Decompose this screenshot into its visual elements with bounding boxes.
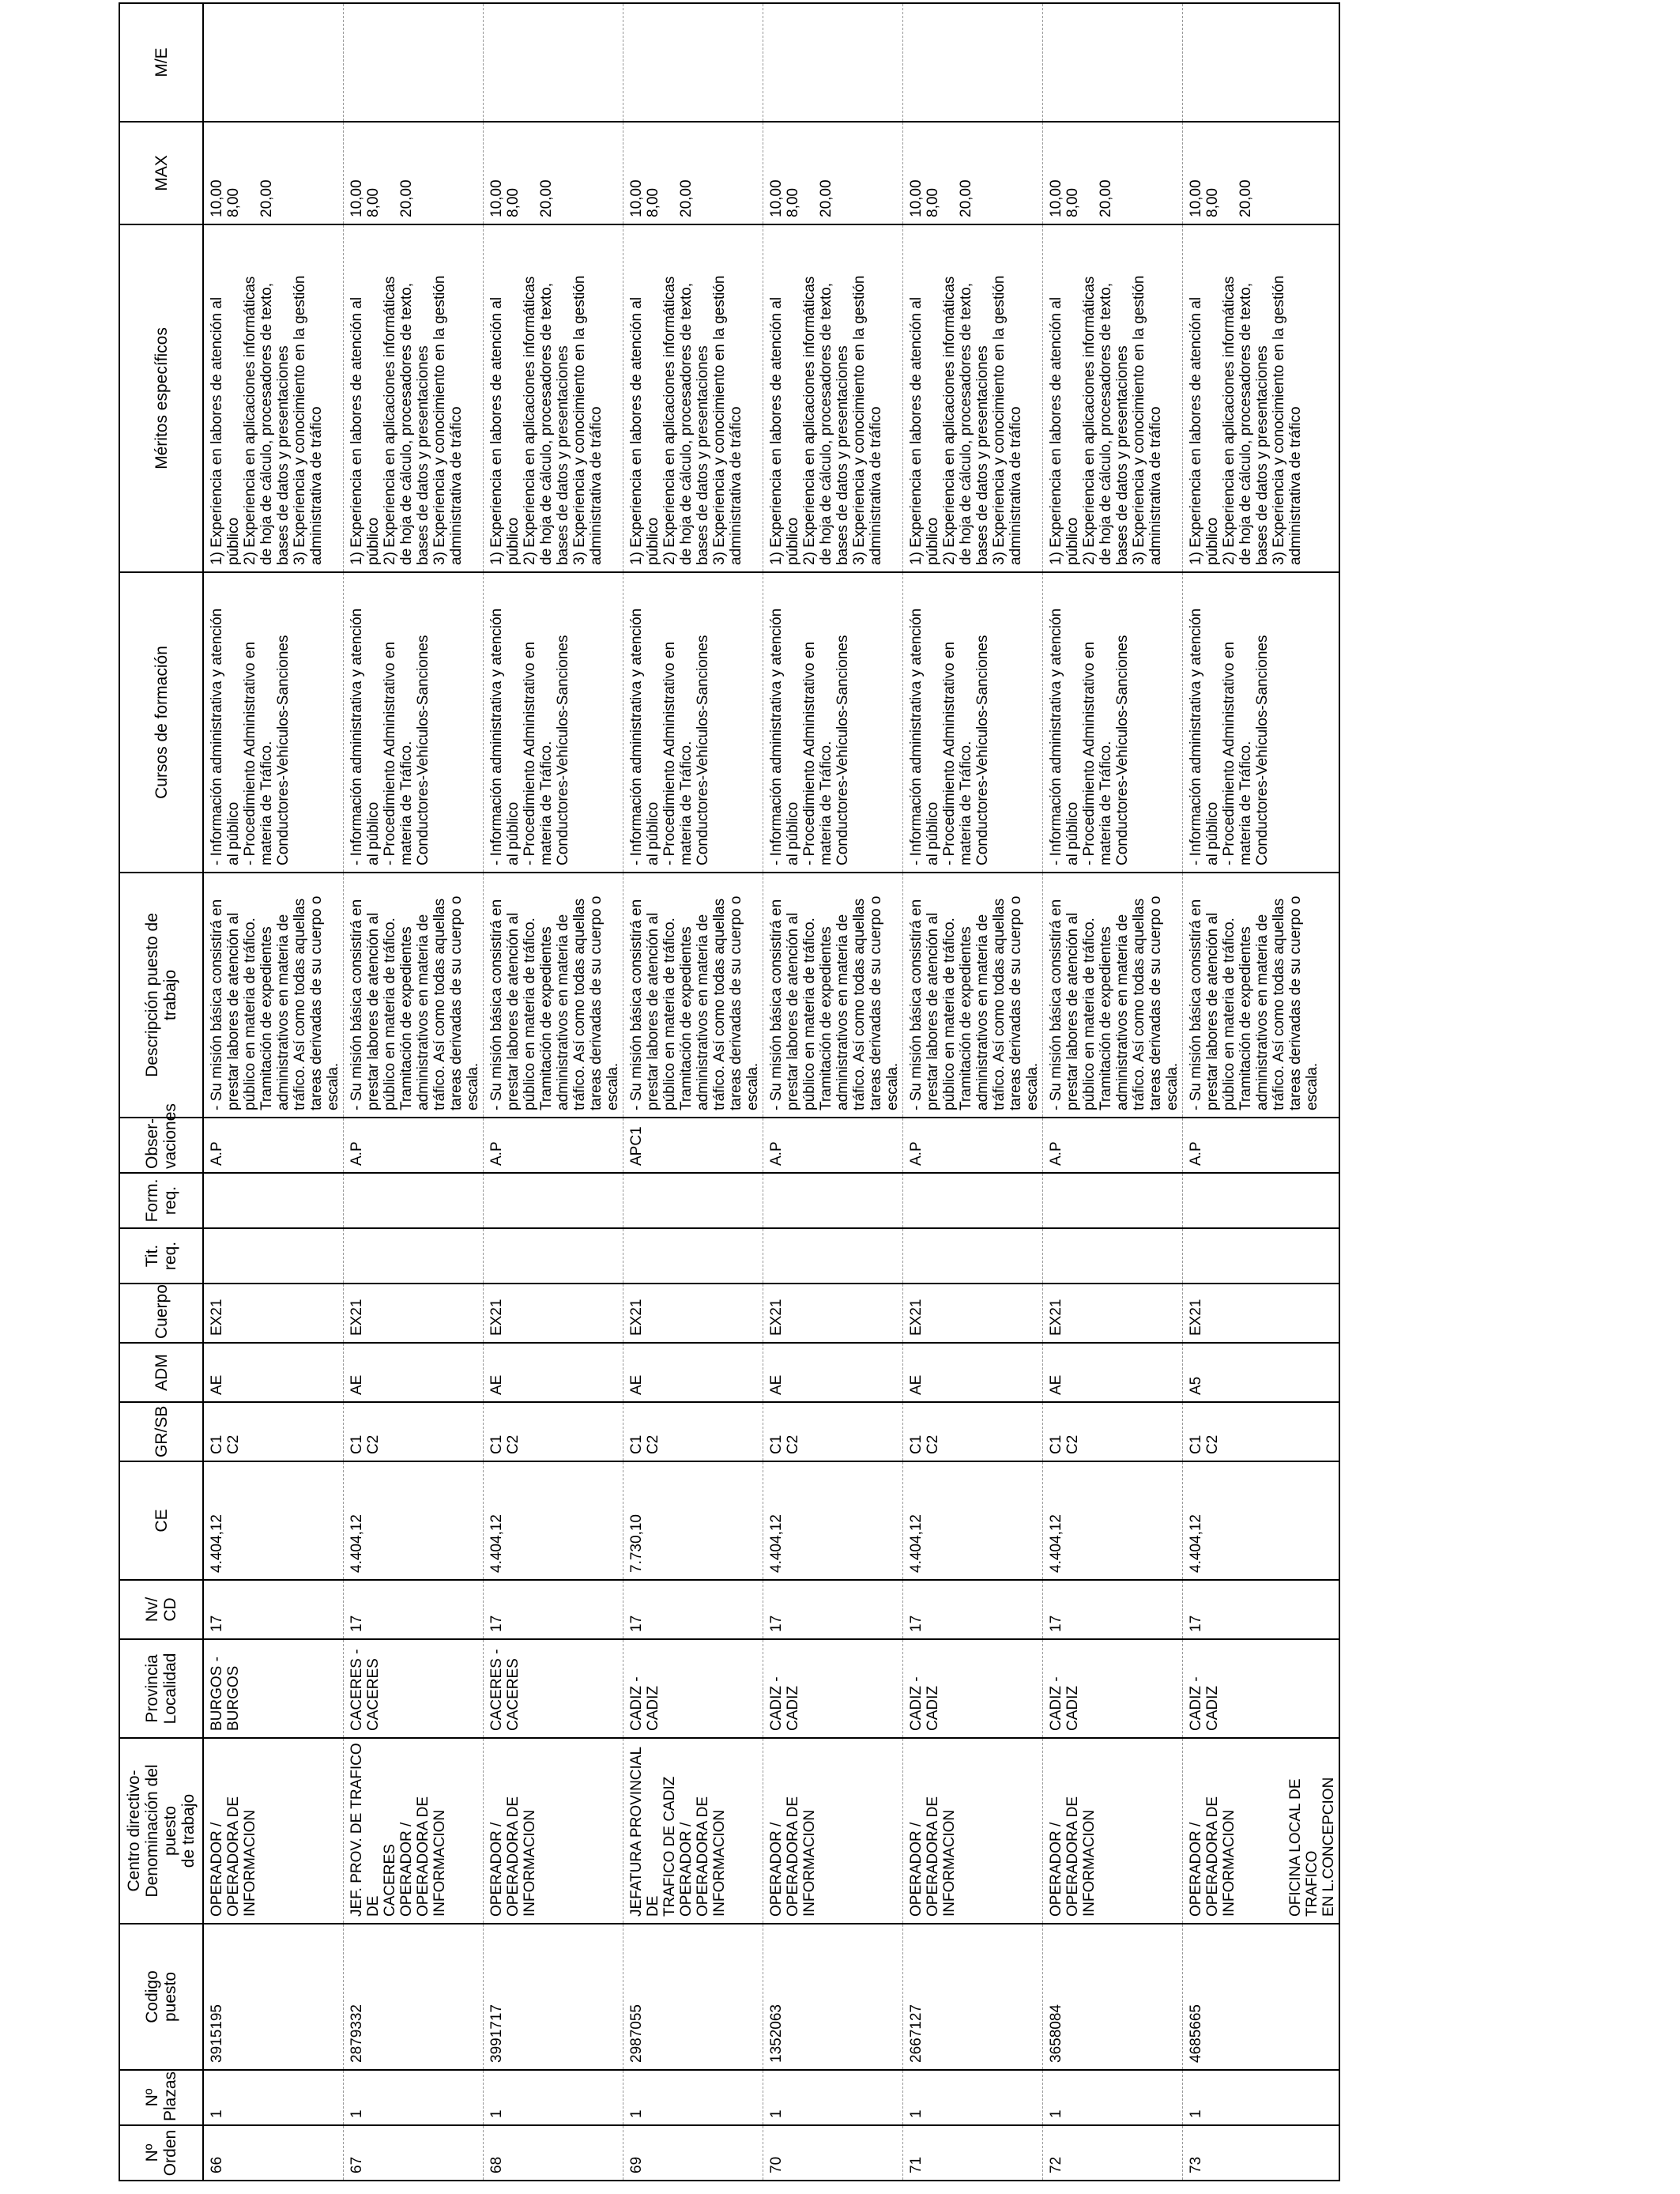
- table-row: [344, 3, 484, 2181]
- cell-grupo: C1 C2: [623, 1402, 763, 1461]
- cell-codigo: 3915195: [203, 1924, 344, 2070]
- cell-plazas: 1: [344, 2070, 484, 2125]
- cell-formacion: [623, 1173, 763, 1228]
- cell-codigo: 3991717: [484, 1924, 623, 2070]
- cell-adm: AE: [623, 1343, 763, 1402]
- cell-max: 10,00 8,00 20,00: [623, 122, 763, 224]
- header-centro: Centro directivo- Denominación del puesto de trabajo: [119, 1738, 203, 1924]
- cell-descripcion: - Su misión básica consistirá en prestar labores de atención al público en materia de tráfico. Tramitación de expedientes administrativos en materia de tráfico. Así como todas aquellas tareas derivadas de su cuerpo o escala.: [903, 873, 1043, 1118]
- cell-observaciones: APC1: [623, 1118, 763, 1173]
- cell-provincia: CADIZ - CADIZ: [763, 1639, 903, 1738]
- cell-cursos: - Información administrativa y atención al público - Procedimiento Administrativo en materia de Tráfico. Conductores-Vehículos-Sanciones: [903, 572, 1043, 873]
- cell-me: [1043, 3, 1183, 122]
- cell-adm: AE: [903, 1343, 1043, 1402]
- header-provincia: Provincia Localidad: [119, 1639, 203, 1738]
- cell-plazas: 1: [1183, 2070, 1340, 2125]
- cell-titulacion: [484, 1228, 623, 1284]
- cell-grupo: C1 C2: [344, 1402, 484, 1461]
- cell-me: [1183, 3, 1340, 122]
- cell-ce: 4.404,12: [344, 1461, 484, 1580]
- cell-codigo: 3658084: [1043, 1924, 1183, 2070]
- cell-observaciones: A.P: [1043, 1118, 1183, 1173]
- cell-centro: OPERADOR / OPERADORA DE INFORMACION: [763, 1738, 903, 1924]
- cell-orden: 68: [484, 2125, 623, 2181]
- cell-max: 10,00 8,00 20,00: [203, 122, 344, 224]
- cell-codigo: 4685665: [1183, 1924, 1340, 2070]
- cell-nivel: 17: [623, 1580, 763, 1639]
- header-plazas: Nº Plazas: [119, 2070, 203, 2125]
- header-cursos: Cursos de formación: [119, 572, 203, 873]
- cell-nivel: 17: [903, 1580, 1043, 1639]
- cell-max: 10,00 8,00 20,00: [763, 122, 903, 224]
- cell-provincia: CADIZ - CADIZ: [903, 1639, 1043, 1738]
- header-max: MAX: [119, 122, 203, 224]
- cell-observaciones: A.P: [203, 1118, 344, 1173]
- cell-titulacion: [203, 1228, 344, 1284]
- cell-titulacion: [1183, 1228, 1340, 1284]
- cell-titulacion: [903, 1228, 1043, 1284]
- cell-cuerpo: EX21: [903, 1284, 1043, 1343]
- header-meritos: Méritos específicos: [119, 224, 203, 572]
- cell-provincia: BURGOS - BURGOS: [203, 1639, 344, 1738]
- cell-descripcion: - Su misión básica consistirá en prestar labores de atención al público en materia de tráfico. Tramitación de expedientes administrativos en materia de tráfico. Así como todas aquellas tareas derivadas de su cuerpo o escala.: [484, 873, 623, 1118]
- cell-me: [903, 3, 1043, 122]
- header-observaciones: Obser- vaciones: [119, 1118, 203, 1173]
- cell-descripcion: - Su misión básica consistirá en prestar labores de atención al público en materia de tráfico. Tramitación de expedientes administrativos en materia de tráfico. Así como todas aquellas tareas derivadas de su cuerpo o escala.: [1043, 873, 1183, 1118]
- cell-adm: AE: [763, 1343, 903, 1402]
- header-formacion: Form. req.: [119, 1173, 203, 1228]
- cell-cursos: - Información administrativa y atención al público - Procedimiento Administrativo en materia de Tráfico. Conductores-Vehículos-Sanciones: [1183, 572, 1340, 873]
- cell-adm: A5: [1183, 1343, 1340, 1402]
- cell-cursos: - Información administrativa y atención al público - Procedimiento Administrativo en materia de Tráfico. Conductores-Vehículos-Sanciones: [1043, 572, 1183, 873]
- cell-plazas: 1: [1043, 2070, 1183, 2125]
- cell-cuerpo: EX21: [623, 1284, 763, 1343]
- cell-me: [344, 3, 484, 122]
- cell-centro: OPERADOR / OPERADORA DE INFORMACION: [203, 1738, 344, 1924]
- job-positions-table: [119, 2, 1340, 2181]
- header-titulacion: Tit. req.: [119, 1228, 203, 1284]
- cell-me: [623, 3, 763, 122]
- cell-grupo: C1 C2: [763, 1402, 903, 1461]
- cell-formacion: [484, 1173, 623, 1228]
- cell-descripcion: - Su misión básica consistirá en prestar labores de atención al público en materia de tráfico. Tramitación de expedientes administrativos en materia de tráfico. Así como todas aquellas tareas derivadas de su cuerpo o escala.: [1183, 873, 1340, 1118]
- cell-observaciones: A.P: [1183, 1118, 1340, 1173]
- table-body: [203, 3, 1339, 2181]
- cell-meritos: 1) Experiencia en labores de atención al público 2) Experiencia en aplicaciones informáticas de hoja de cálculo, procesadores de texto, bases de datos y presentaciones 3) Experiencia y conocimiento en la gestión administrativa de tráfico: [763, 224, 903, 572]
- cell-codigo: 1352063: [763, 1924, 903, 2070]
- cell-centro: JEFATURA PROVINCIAL DE TRAFICO DE CADIZ OPERADOR / OPERADORA DE INFORMACION: [623, 1738, 763, 1924]
- cell-formacion: [903, 1173, 1043, 1228]
- cell-nivel: 17: [763, 1580, 903, 1639]
- cell-cursos: - Información administrativa y atención al público - Procedimiento Administrativo en materia de Tráfico. Conductores-Vehículos-Sanciones: [484, 572, 623, 873]
- cell-titulacion: [344, 1228, 484, 1284]
- cell-cursos: - Información administrativa y atención al público - Procedimiento Administrativo en materia de Tráfico. Conductores-Vehículos-Sanciones: [763, 572, 903, 873]
- cell-descripcion: - Su misión básica consistirá en prestar labores de atención al público en materia de tráfico. Tramitación de expedientes administrativos en materia de tráfico. Así como todas aquellas tareas derivadas de su cuerpo o escala.: [623, 873, 763, 1118]
- cell-adm: AE: [344, 1343, 484, 1402]
- table-header: [119, 3, 203, 2181]
- table-row: [623, 3, 763, 2181]
- cell-plazas: 1: [203, 2070, 344, 2125]
- header-grupo: GR/SB: [119, 1402, 203, 1461]
- cell-meritos: 1) Experiencia en labores de atención al público 2) Experiencia en aplicaciones informáticas de hoja de cálculo, procesadores de texto, bases de datos y presentaciones 3) Experiencia y conocimiento en la gestión administrativa de tráfico: [203, 224, 344, 572]
- cell-meritos: 1) Experiencia en labores de atención al público 2) Experiencia en aplicaciones informáticas de hoja de cálculo, procesadores de texto, bases de datos y presentaciones 3) Experiencia y conocimiento en la gestión administrativa de tráfico: [903, 224, 1043, 572]
- cell-adm: AE: [203, 1343, 344, 1402]
- header-me: M/E: [119, 3, 203, 122]
- cell-codigo: 2667127: [903, 1924, 1043, 2070]
- cell-formacion: [763, 1173, 903, 1228]
- cell-meritos: 1) Experiencia en labores de atención al público 2) Experiencia en aplicaciones informáticas de hoja de cálculo, procesadores de texto, bases de datos y presentaciones 3) Experiencia y conocimiento en la gestión administrativa de tráfico: [344, 224, 484, 572]
- header-nivel: Nv/ CD: [119, 1580, 203, 1639]
- cell-provincia: CADIZ - CADIZ: [623, 1639, 763, 1738]
- cell-cursos: - Información administrativa y atención al público - Procedimiento Administrativo en materia de Tráfico. Conductores-Vehículos-Sanciones: [344, 572, 484, 873]
- cell-orden: 73: [1183, 2125, 1340, 2181]
- cell-formacion: [203, 1173, 344, 1228]
- cell-me: [203, 3, 344, 122]
- cell-descripcion: - Su misión básica consistirá en prestar labores de atención al público en materia de tráfico. Tramitación de expedientes administrativos en materia de tráfico. Así como todas aquellas tareas derivadas de su cuerpo o escala.: [203, 873, 344, 1118]
- cell-ce: 4.404,12: [763, 1461, 903, 1580]
- cell-max: 10,00 8,00 20,00: [484, 122, 623, 224]
- cell-codigo: 2987055: [623, 1924, 763, 2070]
- cell-cuerpo: EX21: [763, 1284, 903, 1343]
- cell-nivel: 17: [484, 1580, 623, 1639]
- cell-grupo: C1 C2: [484, 1402, 623, 1461]
- cell-ce: 4.404,12: [1183, 1461, 1340, 1580]
- cell-observaciones: A.P: [903, 1118, 1043, 1173]
- cell-max: 10,00 8,00 20,00: [1183, 122, 1340, 224]
- cell-codigo: 2879332: [344, 1924, 484, 2070]
- cell-ce: 4.404,12: [484, 1461, 623, 1580]
- cell-grupo: C1 C2: [1183, 1402, 1340, 1461]
- cell-orden: 69: [623, 2125, 763, 2181]
- cell-adm: AE: [484, 1343, 623, 1402]
- cell-meritos: 1) Experiencia en labores de atención al público 2) Experiencia en aplicaciones informáticas de hoja de cálculo, procesadores de texto, bases de datos y presentaciones 3) Experiencia y conocimiento en la gestión administrativa de tráfico: [1183, 224, 1340, 572]
- header-ce: CE: [119, 1461, 203, 1580]
- cell-cursos: - Información administrativa y atención al público - Procedimiento Administrativo en materia de Tráfico. Conductores-Vehículos-Sanciones: [623, 572, 763, 873]
- cell-plazas: 1: [903, 2070, 1043, 2125]
- cell-observaciones: A.P: [763, 1118, 903, 1173]
- cell-plazas: 1: [623, 2070, 763, 2125]
- table-row: [484, 3, 623, 2181]
- table-row: [1043, 3, 1183, 2181]
- cell-orden: 70: [763, 2125, 903, 2181]
- cell-cursos: - Información administrativa y atención al público - Procedimiento Administrativo en materia de Tráfico. Conductores-Vehículos-Sanciones: [203, 572, 344, 873]
- cell-nivel: 17: [203, 1580, 344, 1639]
- cell-titulacion: [623, 1228, 763, 1284]
- cell-titulacion: [763, 1228, 903, 1284]
- header-adm: ADM: [119, 1343, 203, 1402]
- table-row: [1183, 3, 1340, 2181]
- cell-grupo: C1 C2: [203, 1402, 344, 1461]
- header-descripcion: Descripción puesto de trabajo: [119, 873, 203, 1118]
- header-orden: Nº Orden: [119, 2125, 203, 2181]
- cell-formacion: [344, 1173, 484, 1228]
- cell-meritos: 1) Experiencia en labores de atención al público 2) Experiencia en aplicaciones informáticas de hoja de cálculo, procesadores de texto, bases de datos y presentaciones 3) Experiencia y conocimiento en la gestión administrativa de tráfico: [484, 224, 623, 572]
- cell-orden: 67: [344, 2125, 484, 2181]
- cell-plazas: 1: [763, 2070, 903, 2125]
- cell-cuerpo: EX21: [1043, 1284, 1183, 1343]
- cell-grupo: C1 C2: [1043, 1402, 1183, 1461]
- cell-centro: OPERADOR / OPERADORA DE INFORMACION: [1043, 1738, 1183, 1924]
- cell-nivel: 17: [1183, 1580, 1340, 1639]
- cell-orden: 66: [203, 2125, 344, 2181]
- cell-meritos: 1) Experiencia en labores de atención al público 2) Experiencia en aplicaciones informáticas de hoja de cálculo, procesadores de texto, bases de datos y presentaciones 3) Experiencia y conocimiento en la gestión administrativa de tráfico: [623, 224, 763, 572]
- cell-provincia: CACERES - CACERES: [484, 1639, 623, 1738]
- header-codigo: Codigo puesto: [119, 1924, 203, 2070]
- cell-adm: AE: [1043, 1343, 1183, 1402]
- cell-me: [484, 3, 623, 122]
- header-cuerpo: Cuerpo: [119, 1284, 203, 1343]
- cell-cuerpo: EX21: [484, 1284, 623, 1343]
- cell-max: 10,00 8,00 20,00: [903, 122, 1043, 224]
- cell-orden: 71: [903, 2125, 1043, 2181]
- cell-provincia: CACERES - CACERES: [344, 1639, 484, 1738]
- cell-grupo: C1 C2: [903, 1402, 1043, 1461]
- table-row: [903, 3, 1043, 2181]
- cell-provincia: CADIZ - CADIZ: [1183, 1639, 1340, 1738]
- table-row: [763, 3, 903, 2181]
- cell-titulacion: [1043, 1228, 1183, 1284]
- cell-ce: 4.404,12: [903, 1461, 1043, 1580]
- table-row: [203, 3, 344, 2181]
- cell-max: 10,00 8,00 20,00: [1043, 122, 1183, 224]
- cell-nivel: 17: [1043, 1580, 1183, 1639]
- cell-ce: 7.730,10: [623, 1461, 763, 1580]
- cell-observaciones: A.P: [484, 1118, 623, 1173]
- cell-cuerpo: EX21: [344, 1284, 484, 1343]
- cell-descripcion: - Su misión básica consistirá en prestar labores de atención al público en materia de tráfico. Tramitación de expedientes administrativos en materia de tráfico. Así como todas aquellas tareas derivadas de su cuerpo o escala.: [344, 873, 484, 1118]
- cell-provincia: CADIZ - CADIZ: [1043, 1639, 1183, 1738]
- cell-me: [763, 3, 903, 122]
- cell-ce: 4.404,12: [203, 1461, 344, 1580]
- cell-formacion: [1183, 1173, 1340, 1228]
- cell-centro: OPERADOR / OPERADORA DE INFORMACION OFICINA LOCAL DE TRAFICO EN L.CONCEPCION: [1183, 1738, 1340, 1924]
- cell-descripcion: - Su misión básica consistirá en prestar labores de atención al público en materia de tráfico. Tramitación de expedientes administrativos en materia de tráfico. Así como todas aquellas tareas derivadas de su cuerpo o escala.: [763, 873, 903, 1118]
- cell-ce: 4.404,12: [1043, 1461, 1183, 1580]
- cell-centro: OPERADOR / OPERADORA DE INFORMACION: [484, 1738, 623, 1924]
- cell-cuerpo: EX21: [1183, 1284, 1340, 1343]
- cell-plazas: 1: [484, 2070, 623, 2125]
- cell-meritos: 1) Experiencia en labores de atención al público 2) Experiencia en aplicaciones informáticas de hoja de cálculo, procesadores de texto, bases de datos y presentaciones 3) Experiencia y conocimiento en la gestión administrativa de tráfico: [1043, 224, 1183, 572]
- cell-cuerpo: EX21: [203, 1284, 344, 1343]
- cell-centro: JEF. PROV. DE TRAFICO DE CACERES OPERADOR / OPERADORA DE INFORMACION: [344, 1738, 484, 1924]
- cell-formacion: [1043, 1173, 1183, 1228]
- cell-centro: OPERADOR / OPERADORA DE INFORMACION: [903, 1738, 1043, 1924]
- cell-max: 10,00 8,00 20,00: [344, 122, 484, 224]
- cell-observaciones: A.P: [344, 1118, 484, 1173]
- cell-nivel: 17: [344, 1580, 484, 1639]
- cell-orden: 72: [1043, 2125, 1183, 2181]
